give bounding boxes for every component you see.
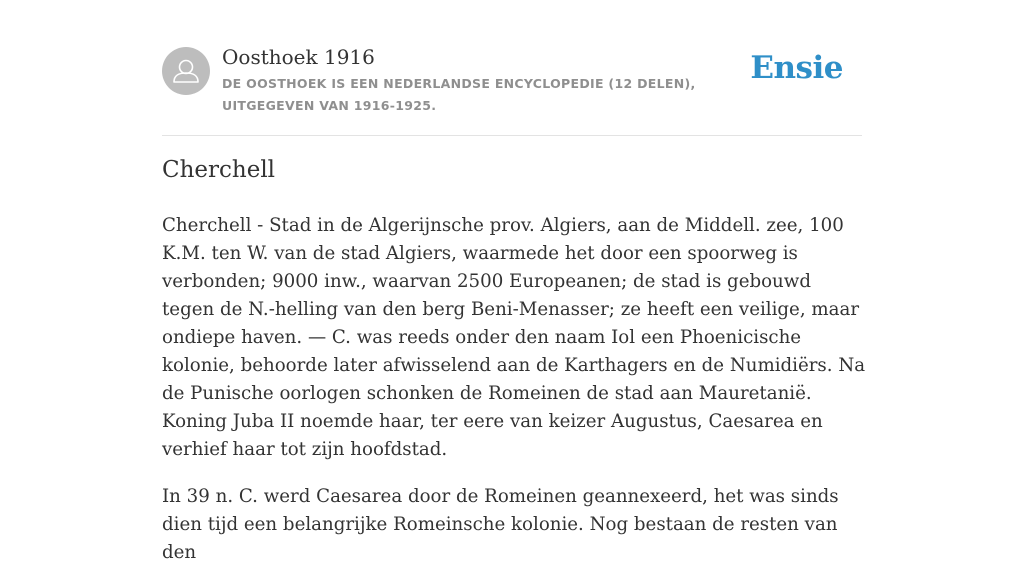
article-paragraph: In 39 n. C. werd Caesarea door de Romeinen geannexeerd, het was sinds dien tijd een belangrijke Romeinsche kolonie. Nog bestaan de resten van den — [162, 486, 839, 563]
user-icon — [162, 47, 210, 95]
source-header — [162, 40, 862, 136]
article-title: Cherchell — [162, 157, 276, 183]
article-body — [162, 212, 868, 586]
source-avatar[interactable] — [162, 47, 210, 95]
ensie-logo[interactable]: Ensie — [750, 50, 843, 86]
article-paragraph: Cherchell - Stad in de Algerijnsche prov. Algiers, aan de Middell. zee, 100 K.M. ten W. van de stad Algiers, waarmede het door een spoorweg is verbonden; 9000 inw., waarvan 2500 Europeanen; de stad is gebouwd tegen de N.-helling van den berg Beni-Menasser; ze heeft een veilige, maar ondiepe haven. — C. was reeds onder den naam Iol een Phoenicische kolonie, behoorde later afwisselend aan de Karthagers en de Numidiërs. Na de Punische oorlogen schonken de Romeinen de stad aan Mauretanië. Koning Juba II noemde haar, ter eere van keizer Augustus, Caesarea en verhief haar tot zijn hoofdstad. — [162, 215, 866, 460]
source-description: DE OOSTHOEK IS EEN NEDERLANDSE ENCYCLOPEDIE (12 DELEN), UITGEGEVEN VAN 1916-1925. — [222, 76, 696, 113]
source-title[interactable]: Oosthoek 1916 — [222, 45, 375, 69]
